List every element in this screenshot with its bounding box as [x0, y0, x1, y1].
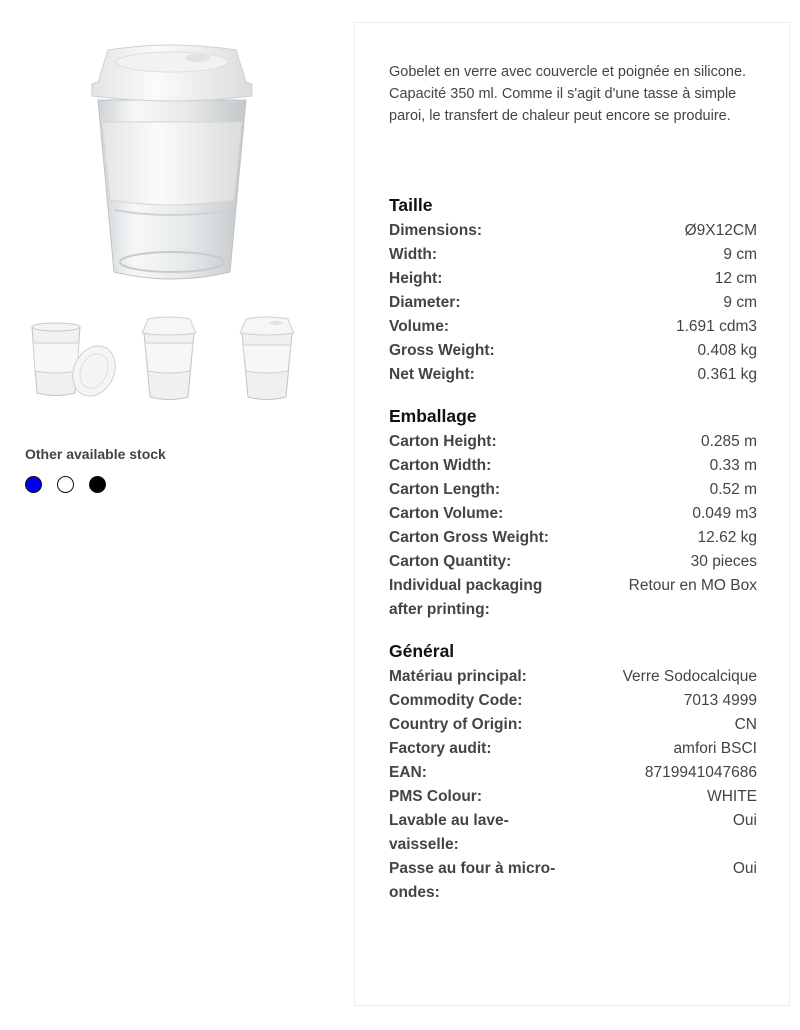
spec-value: 30 pieces: [690, 553, 757, 570]
swatch-white[interactable]: [57, 476, 74, 493]
spec-value: Oui: [732, 860, 757, 877]
spec-label: Carton Height:: [389, 433, 497, 450]
spec-row: [389, 689, 757, 713]
spec-value: 0.33 m: [709, 457, 757, 474]
spec-row: [389, 526, 757, 550]
spec-label: EAN:: [389, 764, 427, 781]
spec-label: Carton Length:: [389, 481, 501, 498]
spec-row: [389, 243, 757, 267]
spec-value: 0.285 m: [700, 433, 757, 450]
spec-value: 8719941047686: [644, 764, 757, 781]
spec-label: Carton Width:: [389, 457, 492, 474]
spec-value: 0.408 kg: [697, 342, 757, 359]
emballage-rows: [389, 430, 757, 622]
spec-label: Individual packaging after printing:: [389, 577, 543, 618]
spec-value: WHITE: [707, 788, 757, 805]
spec-value: 12 cm: [714, 270, 757, 287]
spec-label: Gross Weight:: [389, 342, 495, 359]
spec-label: Diameter:: [389, 294, 461, 311]
product-gallery: [0, 0, 340, 1030]
spec-row: [389, 713, 757, 737]
spec-label: Commodity Code:: [389, 692, 523, 709]
spec-row: [389, 478, 757, 502]
taille-rows: [389, 219, 757, 387]
product-thumbnail-1[interactable]: [26, 315, 118, 405]
spec-label: Factory audit:: [389, 740, 492, 757]
spec-label: Carton Volume:: [389, 505, 504, 522]
spec-value: 0.049 m3: [692, 505, 757, 522]
spec-row: [389, 430, 757, 454]
spec-value: CN: [734, 716, 757, 733]
spec-value: 9 cm: [723, 294, 757, 311]
spec-row: [389, 454, 757, 478]
section-title-taille: Taille: [389, 195, 433, 215]
spec-value: 9 cm: [723, 246, 757, 263]
spec-value: 7013 4999: [683, 692, 757, 709]
spec-label: Width:: [389, 246, 438, 263]
spec-row: [389, 267, 757, 291]
swatch-black[interactable]: [89, 476, 106, 493]
spec-row: [389, 291, 757, 315]
spec-row: [389, 315, 757, 339]
spec-label: Volume:: [389, 318, 449, 335]
spec-label: Passe au four à micro-ondes:: [389, 860, 556, 901]
spec-row: [389, 809, 757, 857]
spec-label: Dimensions:: [389, 222, 483, 239]
section-title-emballage: Emballage: [389, 406, 477, 426]
spec-value: 1.691 cdm3: [676, 318, 757, 335]
spec-label: PMS Colour:: [389, 788, 482, 805]
spec-value: Verre Sodocalcique: [622, 668, 757, 685]
spec-value: Oui: [732, 812, 757, 829]
spec-row: [389, 219, 757, 243]
spec-row: [389, 502, 757, 526]
spec-row: [389, 665, 757, 689]
color-swatches: [25, 476, 106, 493]
spec-value: Ø9X12CM: [684, 222, 757, 239]
product-main-image[interactable]: [74, 40, 270, 290]
product-thumbnail-3[interactable]: [234, 315, 300, 405]
spec-label: Matériau principal:: [389, 668, 527, 685]
spec-label: Carton Quantity:: [389, 553, 512, 570]
spec-row: [389, 857, 757, 905]
spec-row: [389, 737, 757, 761]
other-stock-label: Other available stock: [25, 446, 166, 462]
product-thumbnail-2[interactable]: [136, 315, 202, 405]
spec-value: 0.361 kg: [697, 366, 757, 383]
spec-label: Lavable au lave-vaisselle:: [389, 812, 509, 853]
product-details-panel: [354, 22, 790, 1006]
spec-label: Carton Gross Weight:: [389, 529, 549, 546]
spec-row: [389, 761, 757, 785]
spec-value: amfori BSCI: [673, 740, 757, 757]
spec-row: [389, 574, 757, 622]
spec-row: [389, 550, 757, 574]
spec-value: 12.62 kg: [697, 529, 757, 546]
product-description: Gobelet en verre avec couvercle et poignée en silicone. Capacité 350 ml. Comme il s'agit d'une tasse à simple paroi, le transfert de chaleur peut encore se produire.: [389, 64, 747, 124]
general-rows: [389, 665, 757, 905]
section-title-general: Général: [389, 641, 455, 661]
spec-label: Country of Origin:: [389, 716, 523, 733]
spec-value: Retour en MO Box: [628, 577, 757, 594]
spec-value: 0.52 m: [709, 481, 757, 498]
spec-label: Height:: [389, 270, 443, 287]
spec-row: [389, 785, 757, 809]
spec-label: Net Weight:: [389, 366, 475, 383]
spec-row: [389, 339, 757, 363]
spec-row: [389, 363, 757, 387]
swatch-blue[interactable]: [25, 476, 42, 493]
